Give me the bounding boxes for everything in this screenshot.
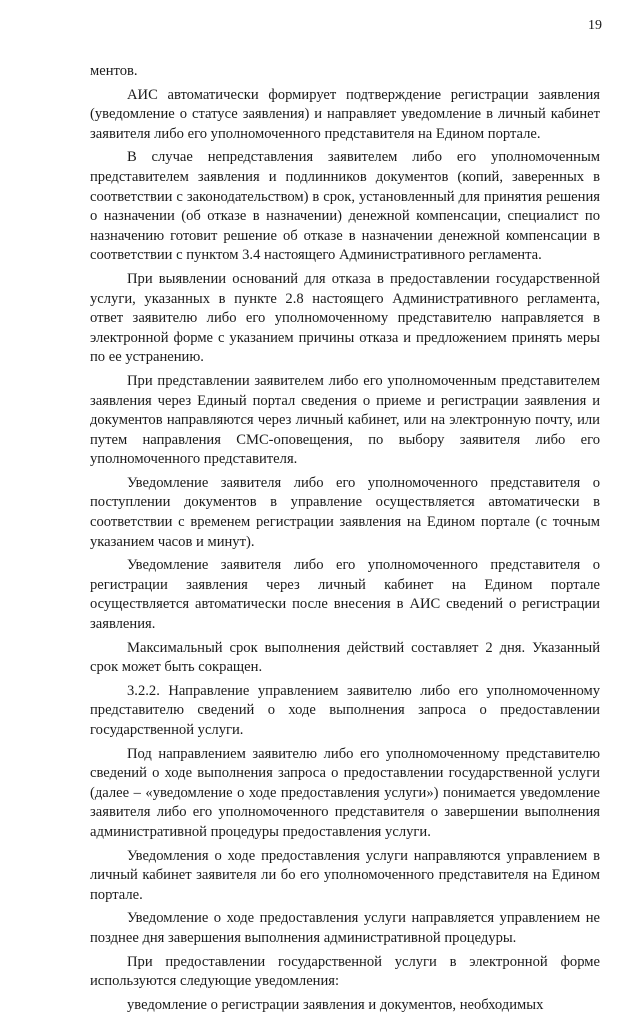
paragraph: Максимальный срок выполнения действий составляет 2 дня. Указанный срок может быть сокращен. bbox=[90, 639, 600, 676]
body-text bbox=[90, 62, 600, 1019]
paragraph: Уведомления о ходе предоставления услуги направляются управлением в личный кабинет заявителя ли бо его уполномоченного представителя на Едином портале. bbox=[90, 847, 600, 903]
paragraph: В случае непредставления заявителем либо его уполномоченным представителем заявления и подлинников документов (копий, заверенных в соответствии с законодательством) в срок, установленный для принятия решения о назначении (об отказе в назначении) денежной компенсации, специалист по назначению готовит решение об отказе в назначении денежной компенсации в соответствии с пунктом 3.4 настоящего Административного регламента. bbox=[90, 149, 600, 264]
paragraph: Уведомление заявителя либо его уполномоченного представителя о регистрации заявления через личный кабинет на Едином портале осуществляется автоматически после внесения в АИС сведений о регистрации заявления. bbox=[90, 557, 600, 633]
page-number: 19 bbox=[588, 18, 602, 33]
paragraph: Уведомление заявителя либо его уполномоченного представителя о поступлении документов в управление осуществляется автоматически в соответствии с временем регистрации заявления на Едином портале (с точным указанием часов и минут). bbox=[90, 474, 600, 550]
paragraph: Под направлением заявителю либо его уполномоченному представителю сведений о ходе выполнения запроса о предоставлении государственной услуги (далее – «уведомление о ходе предоставления услуги») понимается уведомление заявителя либо его уполномоченного представителя о завершении выполнения административной процедуры предоставления услуги. bbox=[90, 745, 600, 840]
paragraph: Уведомление о ходе предоставления услуги направляется управлением не позднее дня завершения выполнения административной процедуры. bbox=[90, 910, 600, 946]
paragraph: При предоставлении государственной услуги в электронной форме используются следующие уведомления: bbox=[90, 953, 600, 990]
paragraph: уведомление о регистрации заявления и документов, необходимых bbox=[127, 996, 544, 1013]
paragraph-continuation: ментов. bbox=[90, 63, 138, 79]
paragraph: При выявлении оснований для отказа в предоставлении государственной услуги, указанных в пункте 2.8 настоящего Административного регламента, ответ заявителю либо его уполномоченному представителю направляется в электронной форме с указанием причины отказа и предложением принять меры по ее устранению. bbox=[90, 270, 600, 366]
paragraph: АИС автоматически формирует подтверждение регистрации заявления (уведомление о статусе заявления) и направляет уведомление в личный кабинет заявителя либо его уполномоченного представителя на Едином портале. bbox=[90, 86, 600, 142]
paragraph: При представлении заявителем либо его уполномоченным представителем заявления через Единый портал сведения о приеме и регистрации заявления и документов направляются через личный кабинет, или на электронную почту, или путем направления СМС-оповещения, по выбору заявителя либо его уполномоченного представителя. bbox=[90, 372, 600, 468]
section-heading-3-2-2: 3.2.2. Направление управлением заявителю либо его уполномоченному представителю сведений о ходе выполнения запроса о предоставлении государственной услуги. bbox=[90, 682, 600, 738]
